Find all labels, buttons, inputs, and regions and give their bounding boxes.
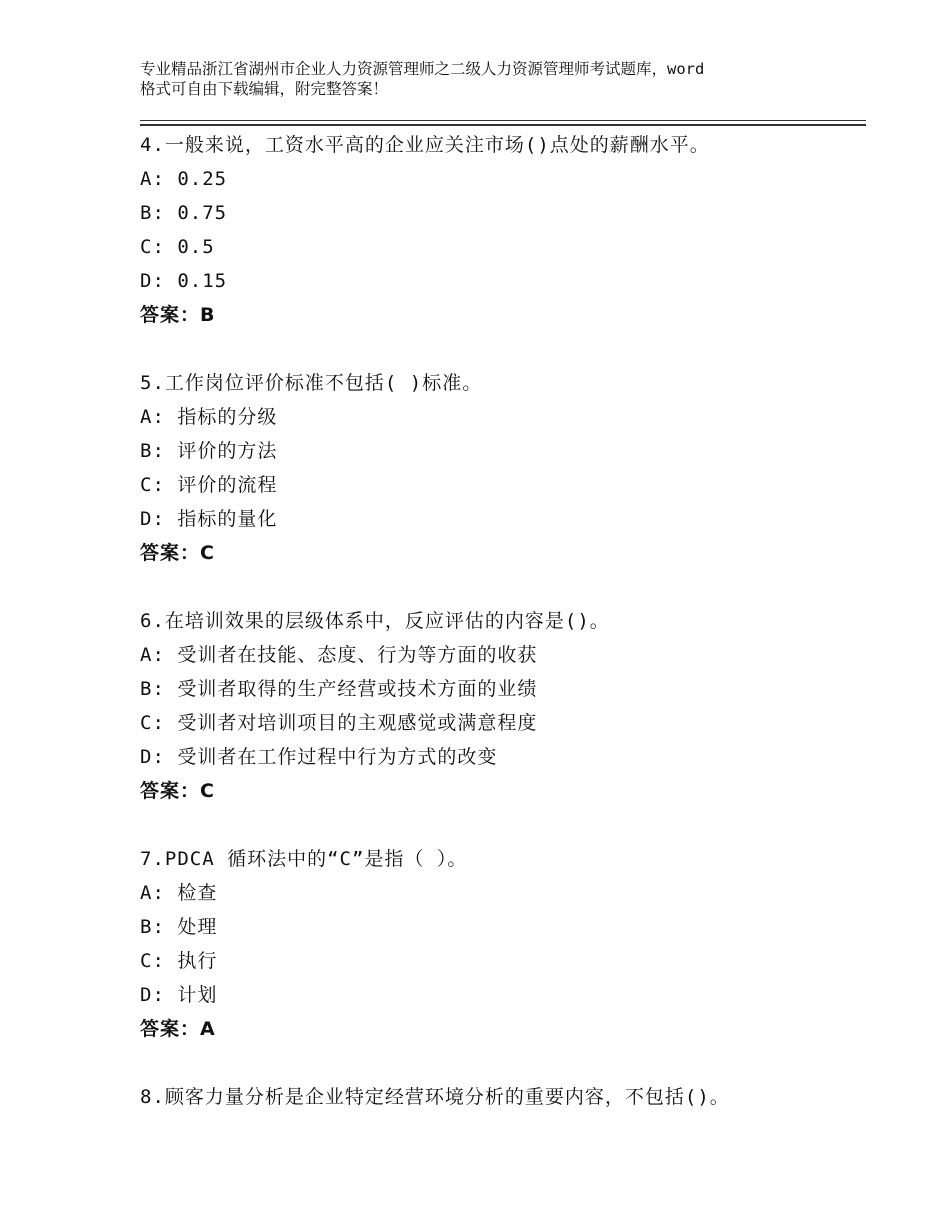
option-a: A: 检查: [140, 882, 218, 904]
option-c: C: 评价的流程: [140, 474, 278, 496]
header-title-line-2: 格式可自由下载编辑，附完整答案！: [140, 80, 389, 98]
question-spacer: [140, 808, 880, 842]
question-7: [140, 842, 880, 1046]
answer-label: 答案：A: [140, 1018, 216, 1040]
question-spacer: [140, 332, 880, 366]
option-c: C: 受训者对培训项目的主观感觉或满意程度: [140, 712, 538, 734]
question-text: 4.一般来说，工资水平高的企业应关注市场()点处的薪酬水平。: [140, 134, 710, 156]
option-b: B: 处理: [140, 916, 218, 938]
question-spacer: [140, 570, 880, 604]
option-d: D: 计划: [140, 984, 218, 1006]
question-text: 5.工作岗位评价标准不包括( )标准。: [140, 372, 483, 394]
document-header: [140, 59, 830, 99]
header-title-line-1: 专业精品浙江省湖州市企业人力资源管理师之二级人力资源管理师考试题库，word: [140, 60, 705, 78]
option-c: C: 执行: [140, 950, 218, 972]
header-divider-thin: [140, 120, 866, 121]
option-b: B: 受训者取得的生产经营或技术方面的业绩: [140, 678, 538, 700]
question-spacer: [140, 1046, 880, 1080]
option-b: B: 0.75: [140, 202, 228, 224]
option-b: B: 评价的方法: [140, 440, 278, 462]
question-list: [140, 128, 880, 1114]
answer-label: 答案：C: [140, 780, 215, 802]
option-a: A: 指标的分级: [140, 406, 278, 428]
option-d: D: 指标的量化: [140, 508, 278, 530]
question-4: [140, 128, 880, 332]
question-8: [140, 1080, 880, 1114]
question-text: 6.在培训效果的层级体系中，反应评估的内容是()。: [140, 610, 610, 632]
option-a: A: 0.25: [140, 168, 228, 190]
answer-label: 答案：B: [140, 304, 216, 326]
question-text: 8.顾客力量分析是企业特定经营环境分析的重要内容，不包括()。: [140, 1086, 730, 1108]
question-text: 7.PDCA 循环法中的“C”是指（ ）。: [140, 848, 468, 870]
option-d: D: 受训者在工作过程中行为方式的改变: [140, 746, 498, 768]
header-divider-thick: [140, 124, 866, 126]
question-5: [140, 366, 880, 570]
option-c: C: 0.5: [140, 236, 215, 258]
option-a: A: 受训者在技能、态度、行为等方面的收获: [140, 644, 538, 666]
answer-label: 答案：C: [140, 542, 215, 564]
option-d: D: 0.15: [140, 270, 228, 292]
question-6: [140, 604, 880, 808]
